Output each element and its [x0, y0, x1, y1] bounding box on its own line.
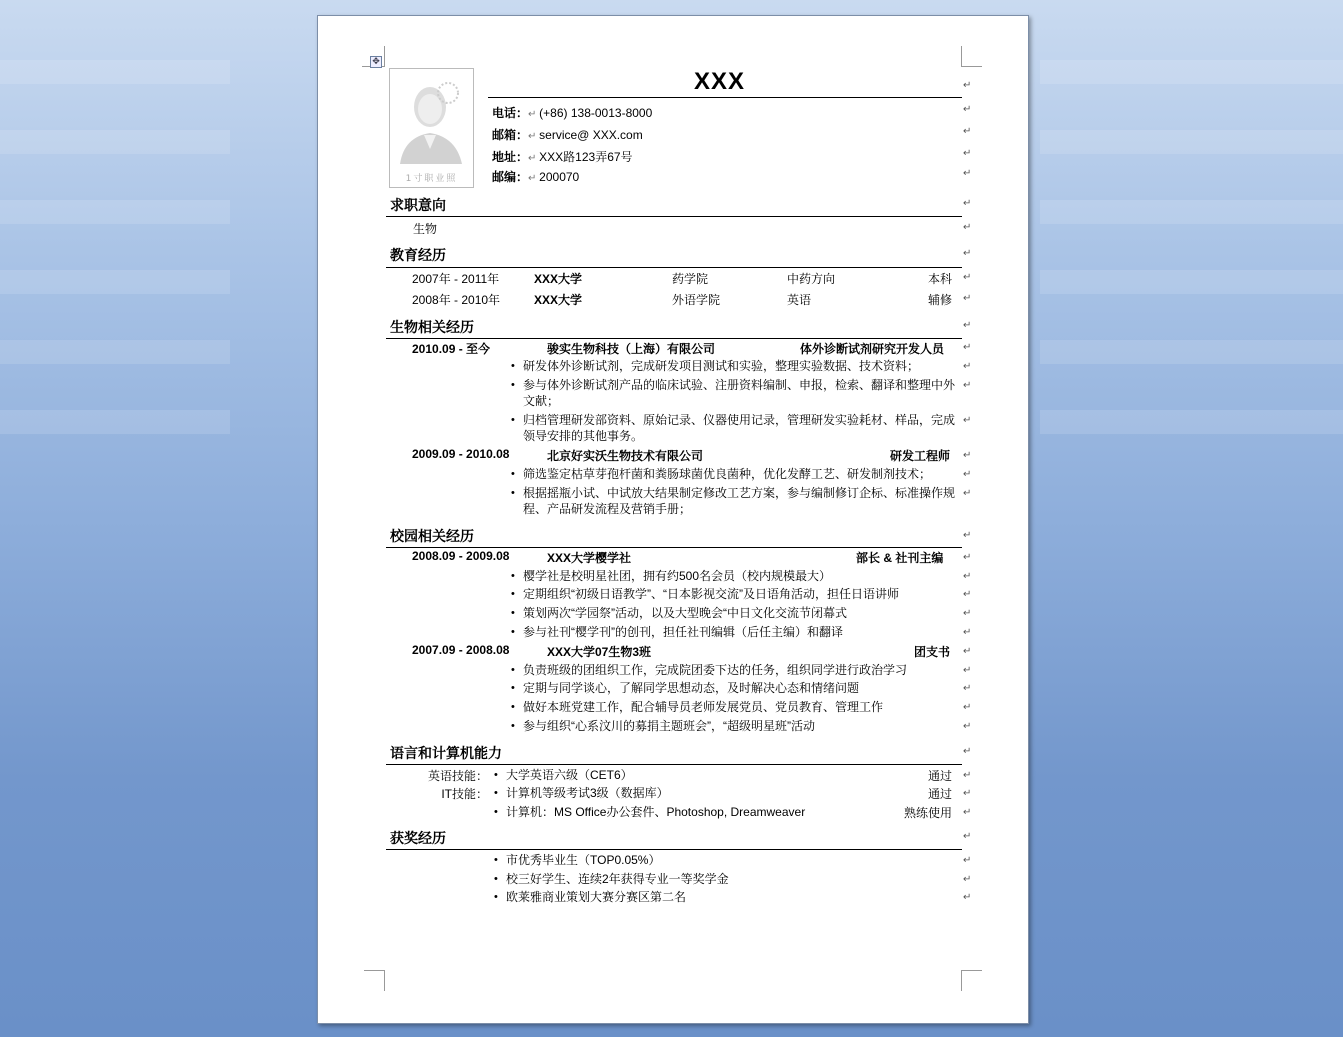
job-bullet[interactable]: • 参与体外诊断试剂产品的临床试验、注册资料编制、申报，检索、翻译和整理中外文献；	[523, 377, 955, 409]
job-bullet[interactable]: • 研发体外诊断试剂，完成研发项目测试和实验，整理实验数据、技术资料；	[523, 358, 955, 374]
campus-bullet[interactable]: • 负责班级的团组织工作，完成院团委下达的任务，组织同学进行政治学习	[523, 662, 955, 678]
section-divider	[386, 267, 962, 268]
paragraph-mark-icon: ↵	[963, 589, 972, 600]
skill-label: 英语技能：	[427, 769, 488, 783]
contact-phone[interactable]: 电话：↵ (+86) 138-0013-8000	[492, 106, 653, 120]
skill-item[interactable]: • 计算机：MS Office办公套件、Photoshop, Dreamweaver	[506, 804, 805, 820]
skill-item[interactable]: • 大学英语六级（CET6）	[506, 767, 633, 783]
paragraph-mark-icon: ↵	[963, 855, 972, 866]
campus-bullet[interactable]: • 参与社刊“樱学刊”的创刊，担任社刊编辑（后任主编）和翻译	[523, 624, 955, 640]
section-title-education[interactable]: 教育经历	[390, 248, 446, 264]
paragraph-mark-icon: ↵	[963, 627, 972, 638]
paragraph-mark-icon: ↵	[963, 415, 972, 426]
paragraph-mark-icon: ↵	[963, 126, 972, 137]
campus-role[interactable]: 团支书	[914, 645, 951, 659]
crop-mark-top-right	[961, 46, 982, 67]
section-divider	[386, 849, 962, 850]
paragraph-mark-icon: ↵	[963, 222, 972, 233]
award-item[interactable]: • 校三好学生、连续2年获得专业一等奖学金	[506, 871, 729, 887]
job-role[interactable]: 体外诊断试剂研究开发人员	[800, 342, 945, 356]
paragraph-mark-icon: ↵	[963, 552, 972, 563]
contact-email[interactable]: 邮箱：↵ service@ XXX.com	[492, 128, 643, 142]
paragraph-mark-icon: ↵	[963, 450, 972, 461]
profile-photo-placeholder	[389, 68, 474, 188]
paragraph-mark-icon: ↵	[963, 342, 972, 353]
crop-mark-bottom-right	[961, 970, 982, 991]
paragraph-mark-icon: ↵	[963, 874, 972, 885]
paragraph-mark-icon: ↵	[963, 788, 972, 799]
section-title-awards[interactable]: 获奖经历	[390, 831, 446, 847]
section-title-objective[interactable]: 求职意向	[390, 198, 446, 214]
paragraph-mark-icon: ↵	[963, 892, 972, 903]
paragraph-mark-icon: ↵	[963, 198, 972, 209]
job-bullet[interactable]: • 筛选鉴定枯草芽孢杆菌和粪肠球菌优良菌种，优化发酵工艺、研发制剂技术；	[523, 466, 955, 482]
paragraph-mark-icon: ↵	[963, 104, 972, 115]
campus-bullet[interactable]: • 参与组织“心系汶川的募捐主题班会”，“超级明星班”活动	[523, 718, 955, 734]
skill-item[interactable]: • 计算机等级考试3级（数据库）	[506, 785, 669, 801]
person-silhouette-icon	[390, 69, 473, 169]
award-item[interactable]: • 市优秀毕业生（TOP0.05%）	[506, 852, 660, 868]
section-divider	[386, 547, 962, 548]
name-underline	[488, 97, 962, 98]
campus-role[interactable]: 部长 & 社刊主编	[856, 551, 944, 565]
resume-name[interactable]: XXX	[694, 68, 746, 95]
job-bullet[interactable]: • 归档管理研发部资料、原始记录、仪器使用记录，管理研发实验耗材、样品，完成领导安排的其他事务。	[523, 412, 955, 444]
paragraph-mark-icon: ↵	[963, 770, 972, 781]
job-company[interactable]: 北京好实沃生物技术有限公司	[547, 449, 704, 463]
paragraph-mark-icon: ↵	[963, 168, 972, 179]
campus-org[interactable]: XXX大学07生物3班	[547, 645, 652, 659]
paragraph-mark-icon: ↵	[963, 248, 972, 259]
paragraph-mark-icon: ↵	[963, 608, 972, 619]
paragraph-mark-icon: ↵	[963, 361, 972, 372]
paragraph-mark-icon: ↵	[963, 148, 972, 159]
skill-level: 通过	[928, 769, 953, 783]
campus-period[interactable]: 2007.09 - 2008.08	[412, 643, 510, 657]
section-title-work[interactable]: 生物相关经历	[390, 320, 474, 336]
job-role[interactable]: 研发工程师	[890, 449, 951, 463]
contact-address[interactable]: 地址：↵ XXX路123弄67号	[492, 150, 633, 164]
campus-period[interactable]: 2008.09 - 2009.08	[412, 549, 510, 563]
campus-bullet[interactable]: • 定期与同学谈心，了解同学思想动态，及时解决心态和情绪问题	[523, 680, 955, 696]
paragraph-mark-icon: ↵	[963, 721, 972, 732]
paragraph-mark-icon: ↵	[963, 488, 972, 499]
paragraph-mark-icon: ↵	[963, 702, 972, 713]
paragraph-mark-icon: ↵	[963, 320, 972, 331]
job-company[interactable]: 骏实生物科技（上海）有限公司	[547, 342, 716, 356]
section-title-skills[interactable]: 语言和计算机能力	[390, 746, 502, 762]
paragraph-mark-icon: ↵	[963, 831, 972, 842]
paragraph-mark-icon: ↵	[963, 807, 972, 818]
paragraph-mark-icon: ↵	[963, 380, 972, 391]
job-period[interactable]: 2010.09 - 至今	[412, 342, 491, 356]
paragraph-mark-icon: ↵	[963, 272, 972, 283]
document-page[interactable]: ✥ 1寸职业照 XXX ↵ 电话：↵ (+86) 138-0013-8000 邮箱：↵ service@ XXX.com 地址：↵ XXX路123弄67号 邮编：↵ 200070 求职意向 生物 教育经历 2007年 - 2011年 XXX大学 药学院 中药方向 本科 2008年 - 2010年 XXX大学 外语学院 英语 辅修 生物相关经历 2010.09 - 至今 骏实生物科技（上海）有限公司 体外诊断试剂研究开发人员 • 研发体外诊断试剂，完成研发项目测试和实验，整理实验数据、技术资料； • 参与体外诊断试剂产品的临床试验、注册资料编制、申报，检索、翻译和整理中外文献； • 归档管理研发部资料、原始记录、仪器使用记录，管理研发实验耗材、样品，完成领导安排的其他事务。 2009.09 - 2010.08 北京好实沃生物技术有限公司 研发工程师 • 筛选鉴定枯草芽孢杆菌和粪肠球菌优良菌种，优化发酵工艺、研发制剂技术； • 根据摇瓶小试、中试放大结果制定修改工艺方案，参与编制修订企标、标准操作规程、产品研发流程及营销手册； 校园相关经历 2008.09 - 2009.08 XXX大学樱学社 部长 & 社刊主编 • 樱学社是校明星社团，拥有约500名会员（校内规模最大） • 定期组织“初级日语教学”、“日本影视交流”及日语角活动，担任日语讲师 • 策划两次“学园祭”活动，以及大型晚会“中日文化交流节闭幕式 • 参与社刊“樱学刊”的创刊，担任社刊编辑（后任主编）和翻译 2007.09 - 2008.08 XXX大学07生物3班 团支书 • 负责班级的团组织工作，完成院团委下达的任务，组织同学进行政治学习 • 定期与同学谈心，了解同学思想动态，及时解决心态和情绪问题 • 做好本班党建工作，配合辅导员老师发展党员、党员教育、管理工作 • 参与组织“心系汶川的募捐主题班会”，“超级明星班”活动 语言和计算机能力 英语技能： • 大学英语六级（CET6） 通过 IT技能： • 计算机等级考试3级（数据库） 通过 • 计算机：MS Office办公套件、Photoshop, Dreamweaver 熟练使用 获奖经历 • 市优秀毕业生（TOP0.05%） • 校三好学生、连续2年获得专业一等奖学金 • 欧莱雅商业策划大赛分赛区第二名 ↵ ↵ ↵ ↵ ↵ ↵ ↵ ↵ ↵ ↵ ↵ ↵ ↵ ↵ ↵ ↵ ↵ ↵ ↵ ↵ ↵ ↵ ↵ ↵ ↵ ↵ ↵ ↵ ↵ ↵ ↵ ↵ ↵ ↵ ↵ ↵	[317, 15, 1029, 1024]
section-divider	[386, 338, 962, 339]
section-title-campus[interactable]: 校园相关经历	[390, 529, 474, 545]
award-item[interactable]: • 欧莱雅商业策划大赛分赛区第二名	[506, 889, 686, 905]
job-bullet[interactable]: • 根据摇瓶小试、中试放大结果制定修改工艺方案，参与编制修订企标、标准操作规程、产品研发流程及营销手册；	[523, 485, 955, 517]
paragraph-mark-icon: ↵	[963, 683, 972, 694]
paragraph-mark-icon: ↵	[963, 746, 972, 757]
campus-bullet[interactable]: • 做好本班党建工作，配合辅导员老师发展党员、党员教育、管理工作	[523, 699, 955, 715]
photo-caption: 1寸职业照	[405, 174, 458, 184]
campus-bullet[interactable]: • 定期组织“初级日语教学”、“日本影视交流”及日语角活动，担任日语讲师	[523, 586, 955, 602]
campus-bullet[interactable]: • 策划两次“学园祭”活动，以及大型晚会“中日文化交流节闭幕式	[523, 605, 955, 621]
paragraph-mark-icon: ↵	[963, 530, 972, 541]
section-divider	[386, 216, 962, 217]
section-divider	[386, 764, 962, 765]
contact-postcode[interactable]: 邮编：↵ 200070	[492, 170, 580, 184]
paragraph-mark-icon: ↵	[963, 665, 972, 676]
objective-content[interactable]: 生物	[413, 222, 438, 236]
paragraph-mark-icon: ↵	[963, 571, 972, 582]
table-move-handle-icon[interactable]: ✥	[370, 56, 382, 68]
paragraph-mark-icon: ↵	[963, 293, 972, 304]
campus-bullet[interactable]: • 樱学社是校明星社团，拥有约500名会员（校内规模最大）	[523, 568, 955, 584]
paragraph-mark-icon: ↵	[963, 80, 972, 91]
job-period[interactable]: 2009.09 - 2010.08	[412, 447, 510, 461]
skill-level: 通过	[928, 787, 953, 801]
skill-label: IT技能：	[441, 787, 488, 801]
paragraph-mark-icon: ↵	[963, 469, 972, 480]
crop-mark-bottom-left	[364, 970, 385, 991]
campus-org[interactable]: XXX大学樱学社	[547, 551, 632, 565]
skill-level: 熟练使用	[904, 806, 953, 820]
paragraph-mark-icon: ↵	[963, 646, 972, 657]
